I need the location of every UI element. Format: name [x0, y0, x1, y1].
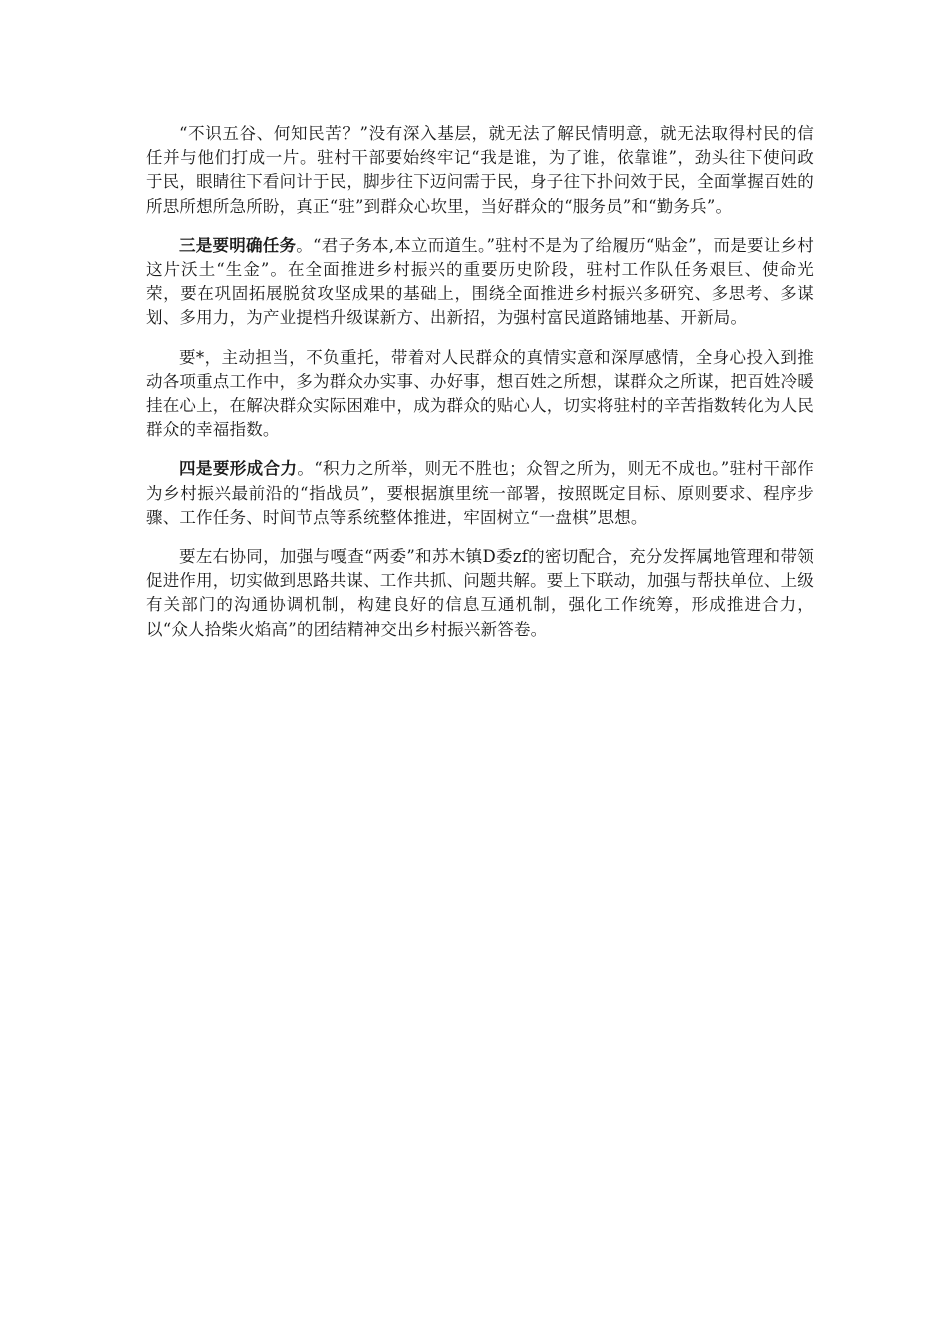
paragraph-2-lead: 三是要明确任务	[179, 235, 297, 255]
paragraph-3	[146, 346, 814, 443]
document-body	[146, 122, 814, 657]
paragraph-1	[146, 122, 814, 219]
paragraph-4	[146, 457, 814, 530]
paragraph-4-lead: 四是要形成合力	[179, 459, 298, 479]
paragraph-2-text: 。“君子务本,本立而道生。”驻村不是为了给履历“贴金”，而是要让乡村这片沃土“生金”。在全面推进乡村振兴的重要历史阶段，驻村工作队任务艰巨、使命光荣，要在巩固拓展脱贫攻坚成果的基础上，围绕全面推进乡村振兴多研究、多思考、多谋划、多用力，为产业提档升级谋新方、出新招，为强村富民道路铺地基、开新局。	[146, 235, 814, 328]
paragraph-4-text: 。“积力之所举，则无不胜也；众智之所为，则无不成也。”驻村干部作为乡村振兴最前沿的“指战员”，要根据旗里统一部署，按照既定目标、原则要求、程序步骤、工作任务、时间节点等系统整体推进，牢固树立“一盘棋”思想。	[146, 459, 814, 527]
paragraph-5	[146, 545, 814, 642]
paragraph-5-text: 要左右协同，加强与嘎查“两委”和苏木镇D委zf的密切配合，充分发挥属地管理和带领促进作用，切实做到思路共谋、工作共抓、问题共解。要上下联动，加强与帮扶单位、上级有关部门的沟通协调机制，构建良好的信息互通机制，强化工作统筹，形成推进合力，以“众人拾柴火焰高”的团结精神交出乡村振兴新答卷。	[146, 547, 814, 639]
paragraph-2	[146, 234, 814, 331]
paragraph-1-text: “不识五谷、何知民苦？”没有深入基层，就无法了解民情明意，就无法取得村民的信任并与他们打成一片。驻村干部要始终牢记“我是谁，为了谁，依靠谁”，劲头往下使问政于民，眼睛往下看问计于民，脚步往下迈问需于民，身子往下扑问效于民，全面掌握百姓的所思所想所急所盼，真正“驻”到群众心坎里，当好群众的“服务员”和“勤务兵”。	[146, 124, 814, 216]
paragraph-3-text: 要*，主动担当，不负重托，带着对人民群众的真情实意和深厚感情，全身心投入到推动各项重点工作中，多为群众办实事、办好事，想百姓之所想，谋群众之所谋，把百姓冷暖挂在心上，在解决群众实际困难中，成为群众的贴心人，切实将驻村的辛苦指数转化为人民群众的幸福指数。	[146, 347, 814, 440]
